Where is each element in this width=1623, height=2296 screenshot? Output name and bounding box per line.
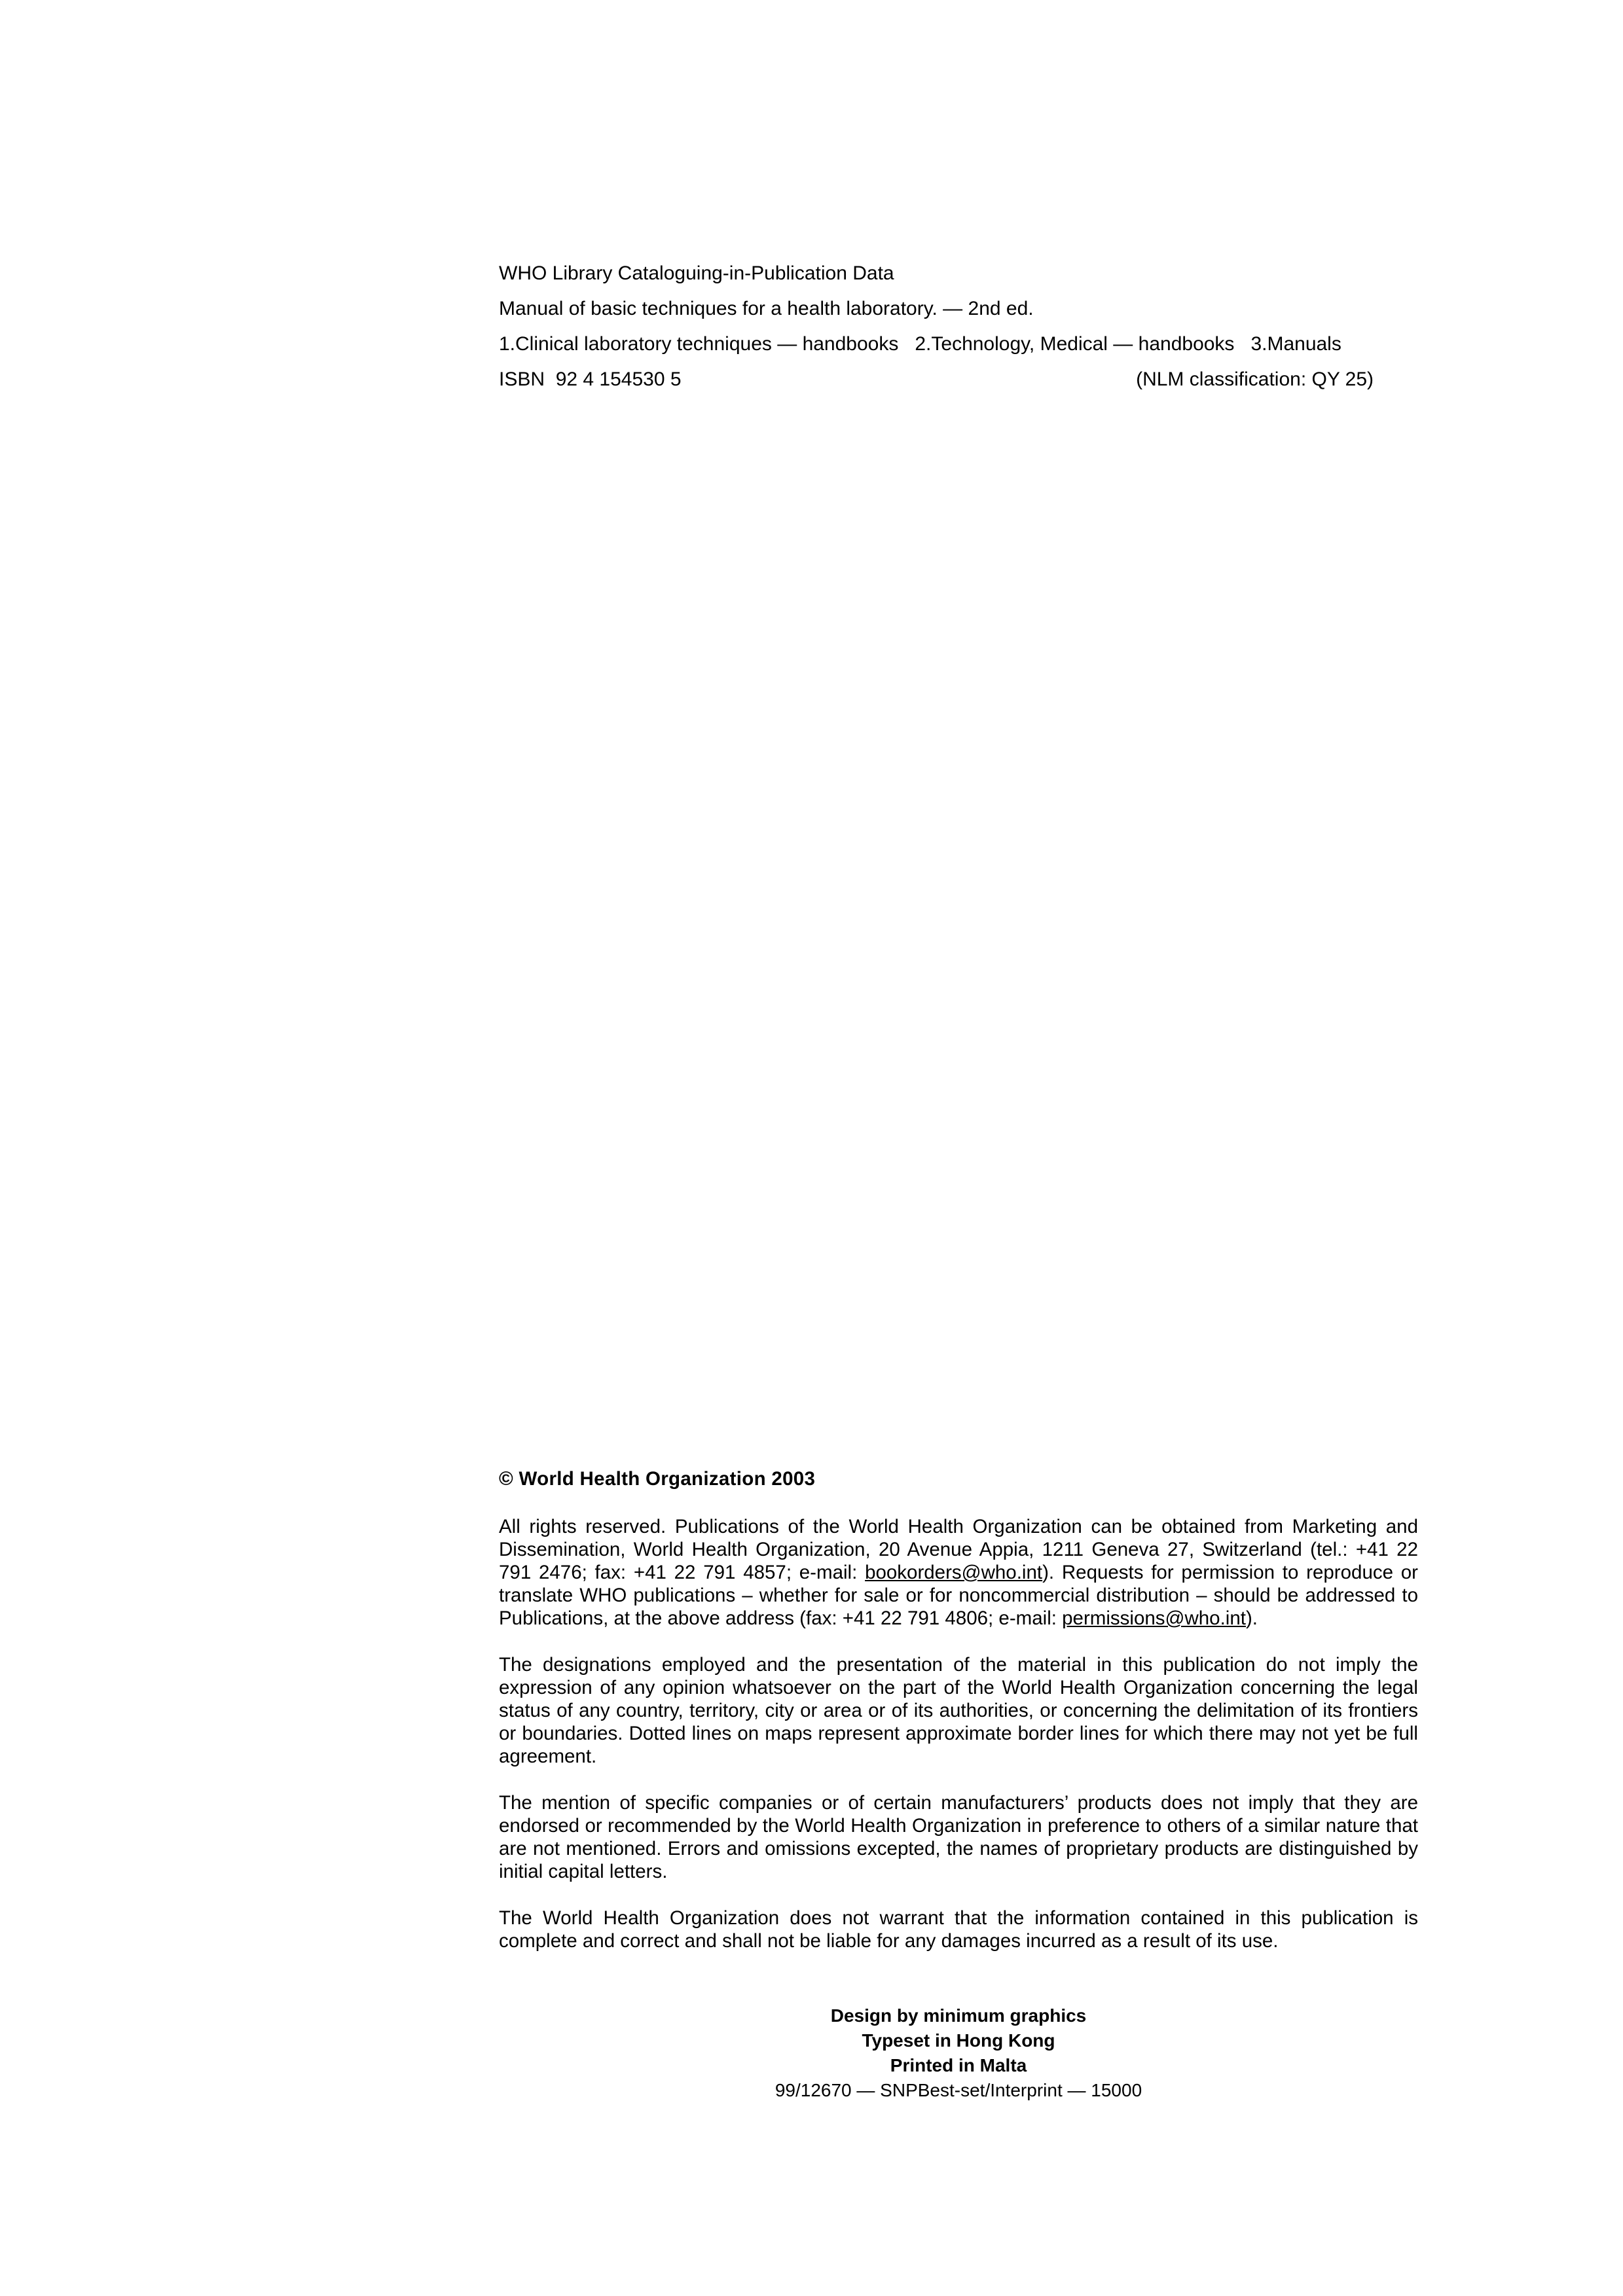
cataloguing-data — [499, 260, 1377, 393]
cataloguing-heading: WHO Library Cataloguing-in-Publication Data — [499, 262, 894, 284]
cataloguing-title: Manual of basic techniques for a health laboratory. — 2nd ed. — [499, 298, 1034, 319]
nlm-classification: (NLM classification: QY 25) — [1136, 368, 1374, 390]
typeset-credit: Typeset in Hong Kong — [862, 2030, 1055, 2051]
rights-text-3: ). — [1245, 1607, 1258, 1629]
rights-text-1: All rights reserved. Publications of the World Health Organization can be obtained from Marketing and Dissemination, World Health Organization, 20 Avenue Appia, 1211 Geneva 27, Switzerland (tel.: +41 22 791 2476; fax: +41 22 791 4857; e-mail: — [499, 1516, 1418, 1583]
legal-notice — [499, 1467, 1418, 1976]
design-credit: Design by minimum graphics — [830, 2005, 1087, 2026]
designations-paragraph: The designations employed and the presentation of the material in this publication do not imply the expression of any opinion whatsoever on the part of the World Health Organization concerning the legal status of any country, territory, city or area or of its authorities, or concerning the delimitation of its frontiers or boundaries. Dotted lines on maps represent approximate border lines for which there may not yet be full agreement. — [499, 1654, 1418, 1767]
colophon — [499, 2003, 1418, 2103]
cataloguing-subjects: 1.Clinical laboratory techniques — handbooks 2.Technology, Medical — handbooks 3.Manuals — [499, 333, 1341, 355]
rights-paragraph — [499, 1515, 1418, 1630]
warranty-paragraph: The World Health Organization does not warrant that the information contained in this publication is complete and correct and shall not be liable for any damages incurred as a result of its use. — [499, 1907, 1418, 1952]
cataloguing-isbn-row — [499, 367, 1374, 393]
permissions-email-link[interactable]: permissions@who.int — [1062, 1607, 1246, 1629]
printed-credit: Printed in Malta — [890, 2055, 1027, 2075]
rights-text-2: ). Requests for permission to reproduce or translate WHO publications – whether for sale or for noncommercial distribution – should be addressed to Publications, at the above address (fax: +41 22 791 4806; e-mail: — [499, 1562, 1418, 1629]
bookorders-email-link[interactable]: bookorders@who.int — [865, 1562, 1043, 1583]
copyright-line: © World Health Organization 2003 — [499, 1468, 816, 1490]
isbn: ISBN 92 4 154530 5 — [499, 368, 682, 390]
print-code: 99/12670 — SNPBest-set/Interprint — 15000 — [775, 2080, 1142, 2100]
mention-paragraph: The mention of specific companies or of certain manufacturers’ products does not imply that they are endorsed or recommended by the World Health Organization in preference to others of a similar nature that are not mentioned. Errors and omissions excepted, the names of proprietary products are distinguished by initial capital letters. — [499, 1792, 1418, 1882]
